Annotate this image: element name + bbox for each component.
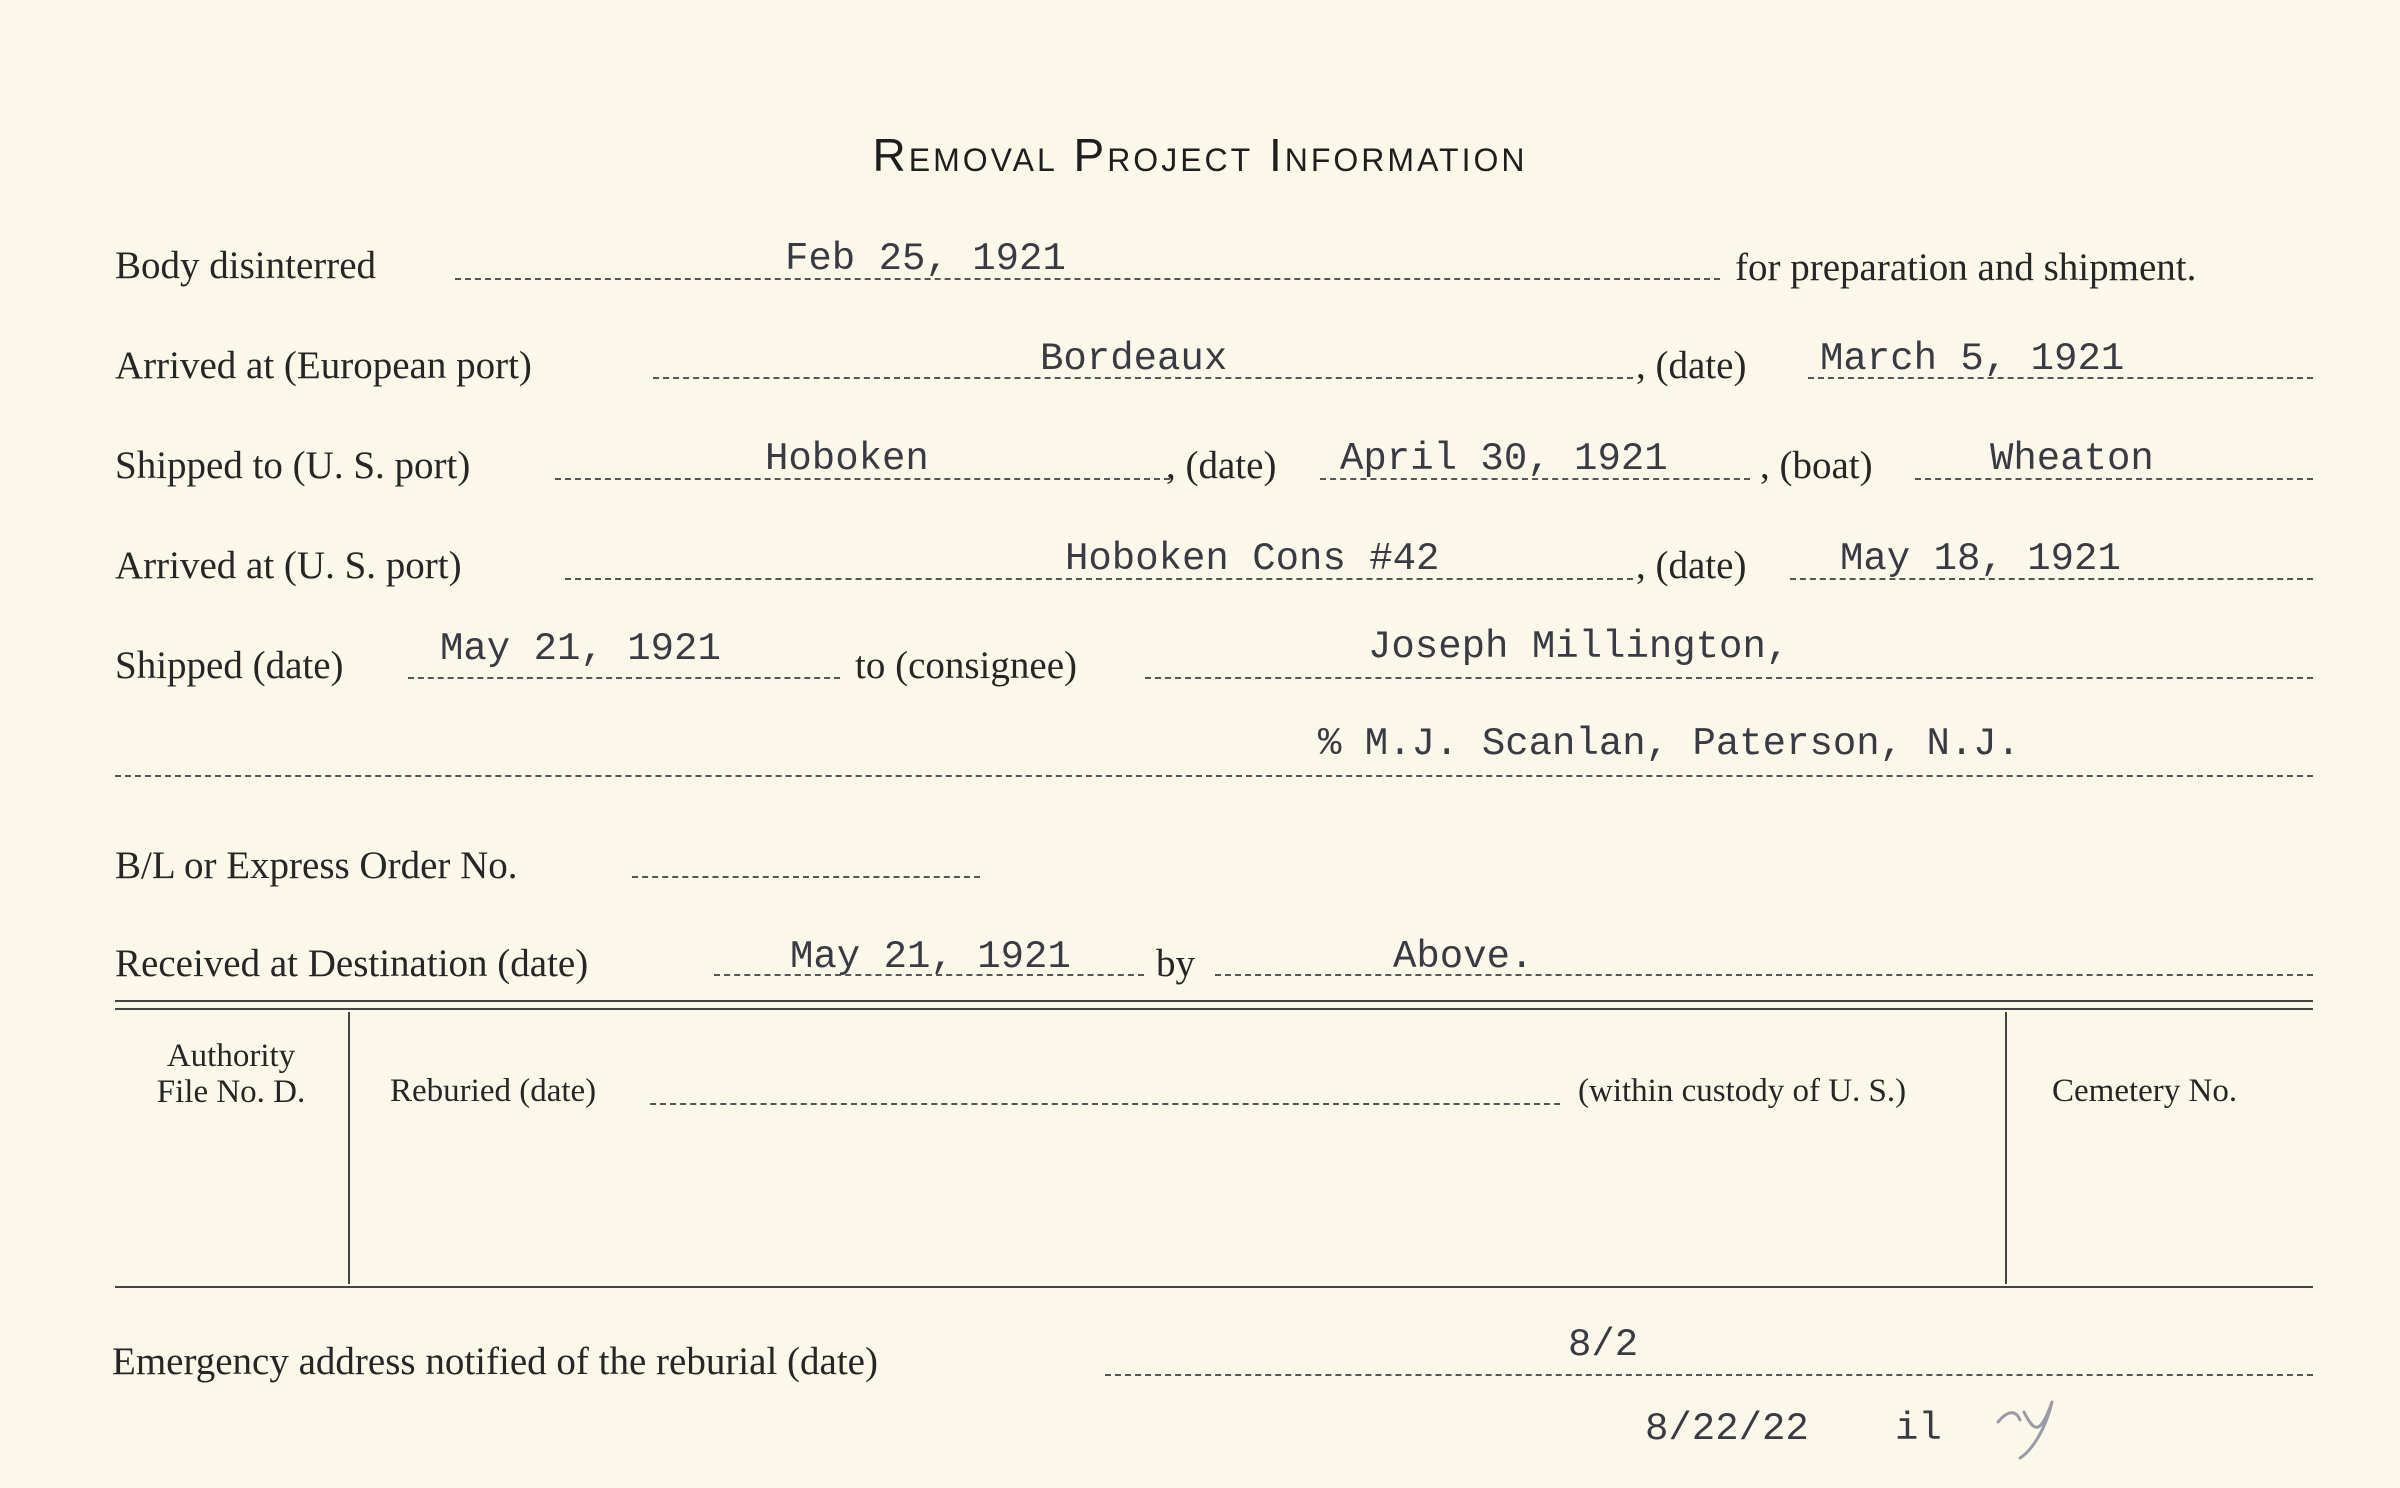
consignee-line-2 [115,775,2313,777]
consignee-address: % M.J. Scanlan, Paterson, N.J. [1318,722,2021,766]
box-divider-right [2005,1012,2007,1284]
received-label: Received at Destination (date) [115,942,589,985]
received-by-line [1215,974,2313,976]
disinterred-label: Body disinterred [115,244,377,287]
arrived-us-label: Arrived at (U. S. port) [115,544,462,587]
bl-order-line [632,876,980,878]
shipped-date-line [408,677,840,679]
arrived-european-date-label: , (date) [1636,344,1747,387]
reburied-label: Reburied (date) [390,1073,597,1109]
arrived-us-date: May 18, 1921 [1840,537,2121,581]
shipped-us-boat: Wheaton [1990,437,2154,481]
custody-label: (within custody of U. S.) [1578,1073,1907,1109]
cemetery-label: Cemetery No. [2052,1073,2238,1109]
shipped-us-boat-label: , (boat) [1760,444,1873,487]
box-divider-left [348,1012,350,1284]
shipped-date: May 21, 1921 [440,627,721,671]
arrived-european-label: Arrived at (European port) [115,344,532,387]
received-date: May 21, 1921 [790,935,1071,979]
disinterred-line [455,278,1720,280]
shipped-us-date: April 30, 1921 [1340,437,1668,481]
disinterred-value: Feb 25, 1921 [785,237,1066,281]
box-top-rule-1 [115,1000,2313,1002]
consignee-line [1145,677,2313,679]
bl-order-label: B/L or Express Order No. [115,844,518,887]
received-by: Above. [1393,935,1534,979]
shipped-date-label: Shipped (date) [115,644,344,687]
footer-initials: il [1895,1407,1942,1451]
box-top-rule-2 [115,1008,2313,1010]
shipped-us-label: Shipped to (U. S. port) [115,444,471,487]
arrived-european-port: Bordeaux [1040,337,1228,381]
emergency-label: Emergency address notified of the reburial (date) [112,1340,878,1383]
arrived-us-port: Hoboken Cons #42 [1065,537,1440,581]
footer-date: 8/22/22 [1645,1407,1809,1451]
emergency-line [1105,1374,2313,1376]
disinterred-suffix: for preparation and shipment. [1735,246,2197,289]
consignee-name: Joseph Millington, [1368,625,1790,669]
authority-label-line2: File No. D. [156,1074,306,1110]
authority-label-line1: Authority [166,1038,296,1074]
box-bottom-rule [115,1286,2313,1288]
emergency-value: 8/2 [1568,1323,1639,1367]
arrived-european-date: March 5, 1921 [1820,337,2125,381]
shipped-us-port: Hoboken [765,437,929,481]
page-title: Removal Project Information [872,129,1528,181]
handwritten-mark [1990,1392,2080,1476]
received-by-label: by [1156,942,1195,985]
arrived-us-date-label: , (date) [1636,544,1747,587]
handwritten-check-icon [1990,1392,2080,1462]
consignee-label: to (consignee) [855,644,1078,687]
shipped-us-date-label: , (date) [1166,444,1277,487]
reburied-line [650,1103,1560,1105]
